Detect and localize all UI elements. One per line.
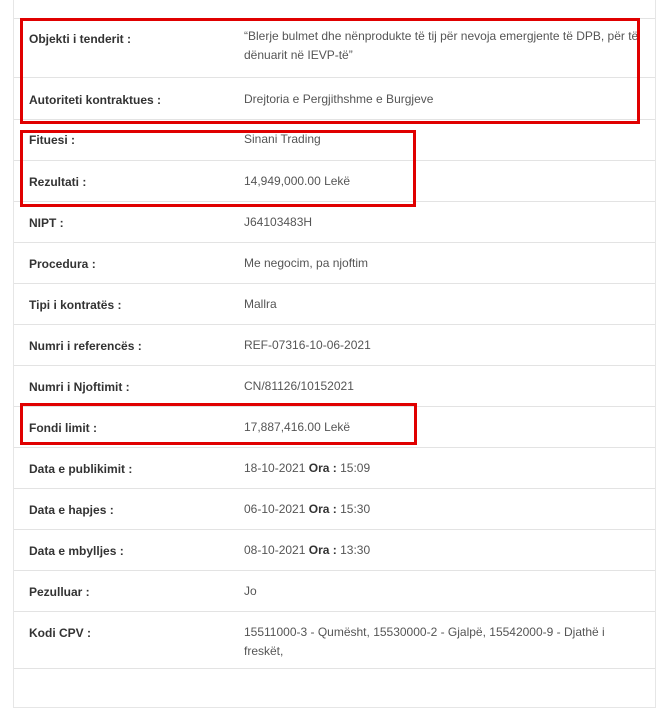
row-value: Jo xyxy=(244,584,257,598)
row-nipt xyxy=(14,201,655,242)
row-label: Data e publikimit : xyxy=(29,462,133,476)
ora-label: Ora : xyxy=(308,461,337,475)
row-label: Numri i referencës : xyxy=(29,339,142,353)
row-value: 17,887,416.00 Lekë xyxy=(244,420,351,434)
ora-label: Ora : xyxy=(308,543,337,557)
row-label: Fondi limit : xyxy=(29,421,97,435)
tender-details-panel xyxy=(13,0,656,708)
row-label: Autoriteti kontraktues : xyxy=(29,93,162,107)
row-label: NIPT : xyxy=(29,216,64,230)
date-value: 06-10-2021 xyxy=(244,502,306,516)
row-kodi-cpv xyxy=(14,611,655,669)
row-tipi-kontrates xyxy=(14,283,655,324)
row-procedura xyxy=(14,242,655,283)
row-objekti xyxy=(14,18,655,77)
row-value: Drejtoria e Pergjithshme e Burgjeve xyxy=(244,92,434,106)
date-value: 08-10-2021 xyxy=(244,543,306,557)
row-label: Rezultati : xyxy=(29,175,87,189)
row-value: 15511000-3 - Qumësht, 15530000-2 - Gjalpë, 15542000-9 - Djathë i freskët, xyxy=(244,625,605,658)
row-value: CN/81126/10152021 xyxy=(244,379,354,393)
row-data-publikimit xyxy=(14,447,655,488)
row-label: Objekti i tenderit : xyxy=(29,32,132,46)
row-value: J64103483H xyxy=(244,215,313,229)
row-fondi-limit xyxy=(14,406,655,447)
row-rezultati xyxy=(14,160,655,201)
row-data-hapjes xyxy=(14,488,655,529)
row-value xyxy=(244,541,639,560)
row-numri-njoftimit xyxy=(14,365,655,406)
row-label: Numri i Njoftimit : xyxy=(29,380,130,394)
ora-label: Ora : xyxy=(308,502,337,516)
row-value: REF-07316-10-06-2021 xyxy=(244,338,371,352)
time-value: 15:09 xyxy=(340,461,371,475)
row-label: Pezulluar : xyxy=(29,585,90,599)
row-data-mbylljes xyxy=(14,529,655,570)
time-value: 13:30 xyxy=(340,543,371,557)
row-pezulluar xyxy=(14,570,655,611)
row-value: Sinani Trading xyxy=(244,132,321,146)
row-label: Tipi i kontratës : xyxy=(29,298,122,312)
row-fituesi xyxy=(14,119,655,160)
row-label: Procedura : xyxy=(29,257,96,271)
row-autoriteti xyxy=(14,77,655,119)
row-value xyxy=(244,459,639,478)
row-label: Kodi CPV : xyxy=(29,626,91,640)
date-value: 18-10-2021 xyxy=(244,461,306,475)
row-label: Data e hapjes : xyxy=(29,503,114,517)
time-value: 15:30 xyxy=(340,502,371,516)
row-value: 14,949,000.00 Lekë xyxy=(244,174,351,188)
row-label: Data e mbylljes : xyxy=(29,544,124,558)
row-value: Me negocim, pa njoftim xyxy=(244,256,369,270)
row-value xyxy=(244,500,639,519)
row-value: Mallra xyxy=(244,297,277,311)
row-label: Fituesi : xyxy=(29,133,76,147)
row-numri-references xyxy=(14,324,655,365)
row-value: “Blerje bulmet dhe nënprodukte të tij për nevoja emergjente të DPB, për të dënuarit në IEVP-të” xyxy=(244,29,639,62)
